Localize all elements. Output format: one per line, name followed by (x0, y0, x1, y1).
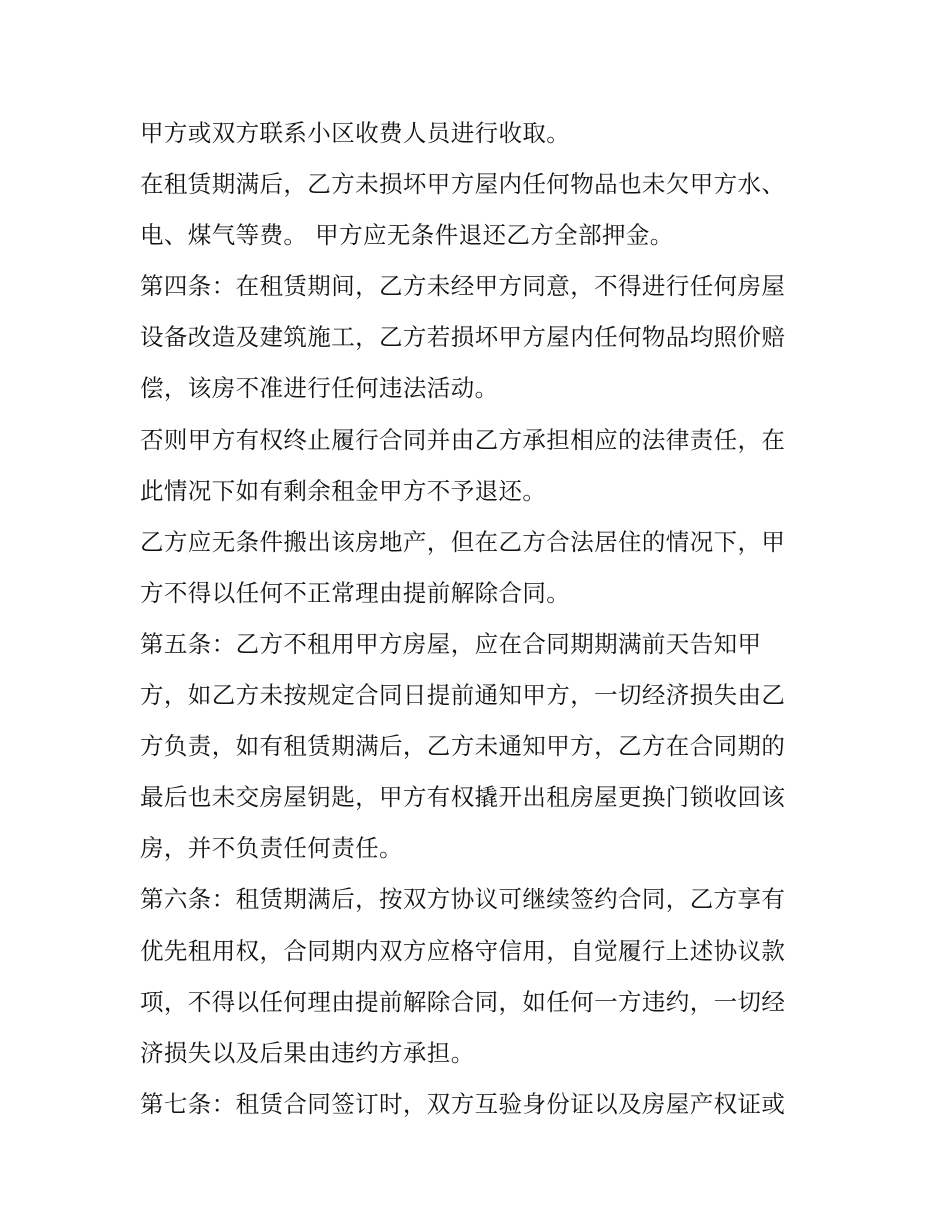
text-line: 乙方应无条件搬出该房地产，但在乙方合法居住的情况下，甲 (140, 527, 786, 556)
text-line: 济损失以及后果由违约方承担。 (140, 1038, 475, 1067)
text-line: 第五条：乙方不租用甲方房屋，应在合同期期满前天告知甲 (140, 629, 762, 658)
text-line: 甲方或双方联系小区收费人员进行收取。 (140, 119, 571, 147)
contract-body-text (140, 108, 820, 1130)
text-line: 第六条：租赁期满后，按双方协议可继续签约合同，乙方享有 (140, 885, 786, 914)
text-line: 方不得以任何不正常理由提前解除合同。 (140, 578, 571, 607)
text-line: 方，如乙方未按规定合同日提前通知甲方，一切经济损失由乙 (140, 681, 786, 710)
text-line: 偿，该房不准进行任何违法活动。 (140, 374, 499, 403)
text-line: 设备改造及建筑施工，乙方若损坏甲方屋内任何物品均照价赔 (140, 323, 786, 352)
text-line: 否则甲方有权终止履行合同并由乙方承担相应的法律责任，在 (140, 425, 786, 454)
text-line: 方负责，如有租赁期满后，乙方未通知甲方，乙方在合同期的 (140, 732, 786, 761)
text-line: 第四条：在租赁期间，乙方未经甲方同意，不得进行任何房屋 (140, 272, 786, 301)
text-line: 项，不得以任何理由提前解除合同，如任何一方违约，一切经 (140, 987, 786, 1016)
text-line: 第七条：租赁合同签订时，双方互验身份证以及房屋产权证或 (140, 1089, 786, 1118)
text-line: 电、煤气等费。 甲方应无条件退还乙方全部押金。 (140, 221, 674, 250)
text-line: 优先租用权，合同期内双方应格守信用，自觉履行上述协议款 (140, 936, 786, 965)
text-line: 此情况下如有剩余租金甲方不予退还。 (140, 476, 547, 505)
text-line: 最后也未交房屋钥匙，甲方有权撬开出租房屋更换门锁收回该 (140, 783, 786, 812)
text-line: 在租赁期满后，乙方未损坏甲方屋内任何物品也未欠甲方水、 (140, 170, 786, 199)
text-line: 房，并不负责任何责任。 (140, 834, 403, 863)
